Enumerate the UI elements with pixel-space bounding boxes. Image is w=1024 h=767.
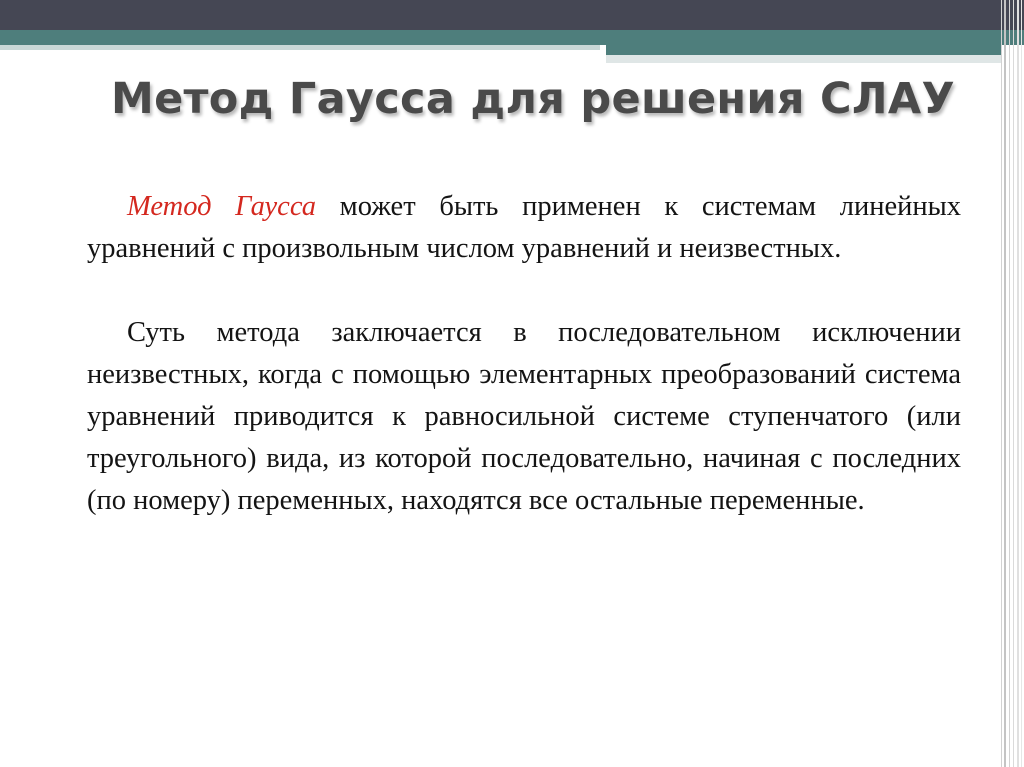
side-rail bbox=[1013, 0, 1014, 767]
slide-body bbox=[87, 186, 961, 522]
side-rail bbox=[1009, 0, 1010, 767]
side-rail bbox=[1021, 0, 1022, 767]
side-rail bbox=[1001, 0, 1002, 767]
paragraph-1-text: может быть применен к системам линейных уравнений с произвольным числом уравнений и неизвестных. bbox=[87, 191, 961, 264]
paragraph-2-text: Суть метода заключается в последовательном исключении неизвестных, когда с помощью элементарных преобразований система уравнений приводится к равносильной системе ступенчатого (или треугольного) вида, из которой последовательно, начиная с последних (по номеру) переменных, находятся все остальные переменные. bbox=[87, 317, 961, 516]
header-band-shadow bbox=[0, 45, 600, 50]
side-rail bbox=[1004, 0, 1006, 767]
method-name-emphasis: Метод Гаусса bbox=[127, 191, 316, 222]
header-band-teal bbox=[0, 30, 1024, 45]
paragraph-method-essence bbox=[87, 312, 961, 522]
header-band-teal-short bbox=[606, 45, 1001, 55]
header-band-dark bbox=[0, 0, 1024, 30]
paragraph-method-definition bbox=[87, 186, 961, 270]
side-rail bbox=[1017, 0, 1019, 767]
header-band-light bbox=[606, 55, 1001, 63]
slide-title: Метод Гаусса для решения СЛАУ bbox=[111, 74, 955, 124]
